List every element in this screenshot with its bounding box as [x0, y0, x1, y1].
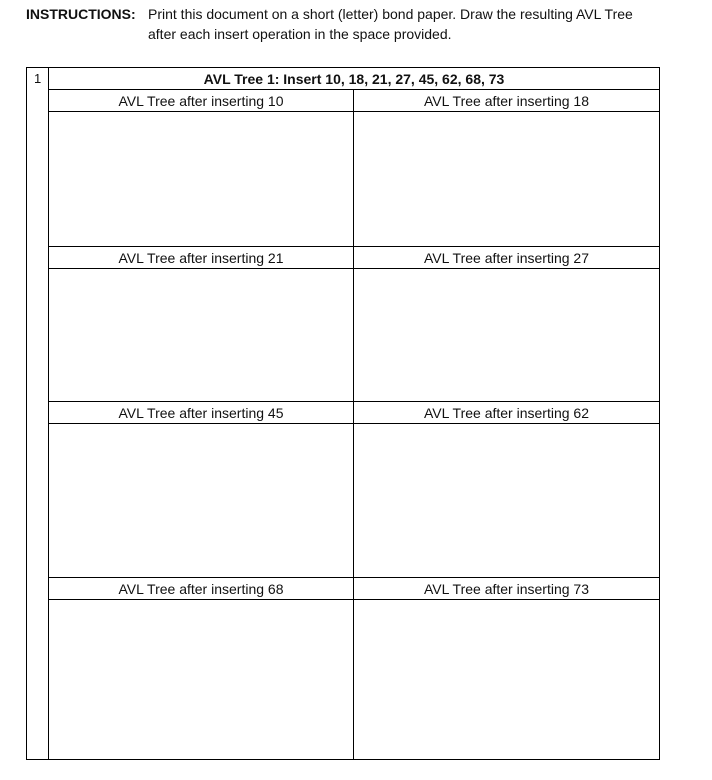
- instructions-text: [148, 4, 678, 44]
- cell-label-insert-62: AVL Tree after inserting 62: [424, 405, 589, 421]
- drawing-area-insert-21[interactable]: [49, 269, 354, 402]
- drawing-area-insert-27[interactable]: [354, 269, 659, 402]
- cell-label-insert-68: AVL Tree after inserting 68: [49, 578, 354, 600]
- row-number: 1: [34, 71, 42, 86]
- label-row: [49, 90, 659, 112]
- cell-label-insert-18: AVL Tree after inserting 18: [424, 93, 589, 109]
- drawing-area-insert-73[interactable]: [354, 600, 659, 760]
- cell-label-insert-73: AVL Tree after inserting 73: [424, 581, 589, 597]
- tree-row-1: [49, 90, 659, 246]
- drawing-area-insert-68[interactable]: [49, 600, 354, 760]
- avl-tree-table: [26, 67, 660, 760]
- instructions-label: INSTRUCTIONS:: [26, 6, 136, 22]
- cell-label-insert-10: AVL Tree after inserting 10: [49, 90, 354, 112]
- instructions-line-1: Print this document on a short (letter) bond paper. Draw the resulting AVL Tree: [148, 6, 633, 22]
- drawing-area-insert-18[interactable]: [354, 112, 659, 246]
- label-row: [49, 247, 659, 269]
- cell-label-insert-27: AVL Tree after inserting 27: [424, 250, 589, 266]
- drawing-area-insert-62[interactable]: [354, 424, 659, 577]
- tree-row-3: [49, 401, 659, 577]
- table-title: AVL Tree 1: Insert 10, 18, 21, 27, 45, 62, 68, 73: [49, 68, 659, 90]
- tree-row-2: [49, 246, 659, 402]
- instructions-line-2: after each insert operation in the space provided.: [148, 26, 452, 42]
- label-row: [49, 578, 659, 600]
- label-row: [49, 402, 659, 424]
- drawing-area-insert-45[interactable]: [49, 424, 354, 577]
- tree-row-4: [49, 577, 659, 759]
- drawing-area-insert-10[interactable]: [49, 112, 354, 246]
- row-number-column: [27, 68, 49, 759]
- cell-label-insert-21: AVL Tree after inserting 21: [49, 247, 354, 269]
- cell-label-insert-45: AVL Tree after inserting 45: [49, 402, 354, 424]
